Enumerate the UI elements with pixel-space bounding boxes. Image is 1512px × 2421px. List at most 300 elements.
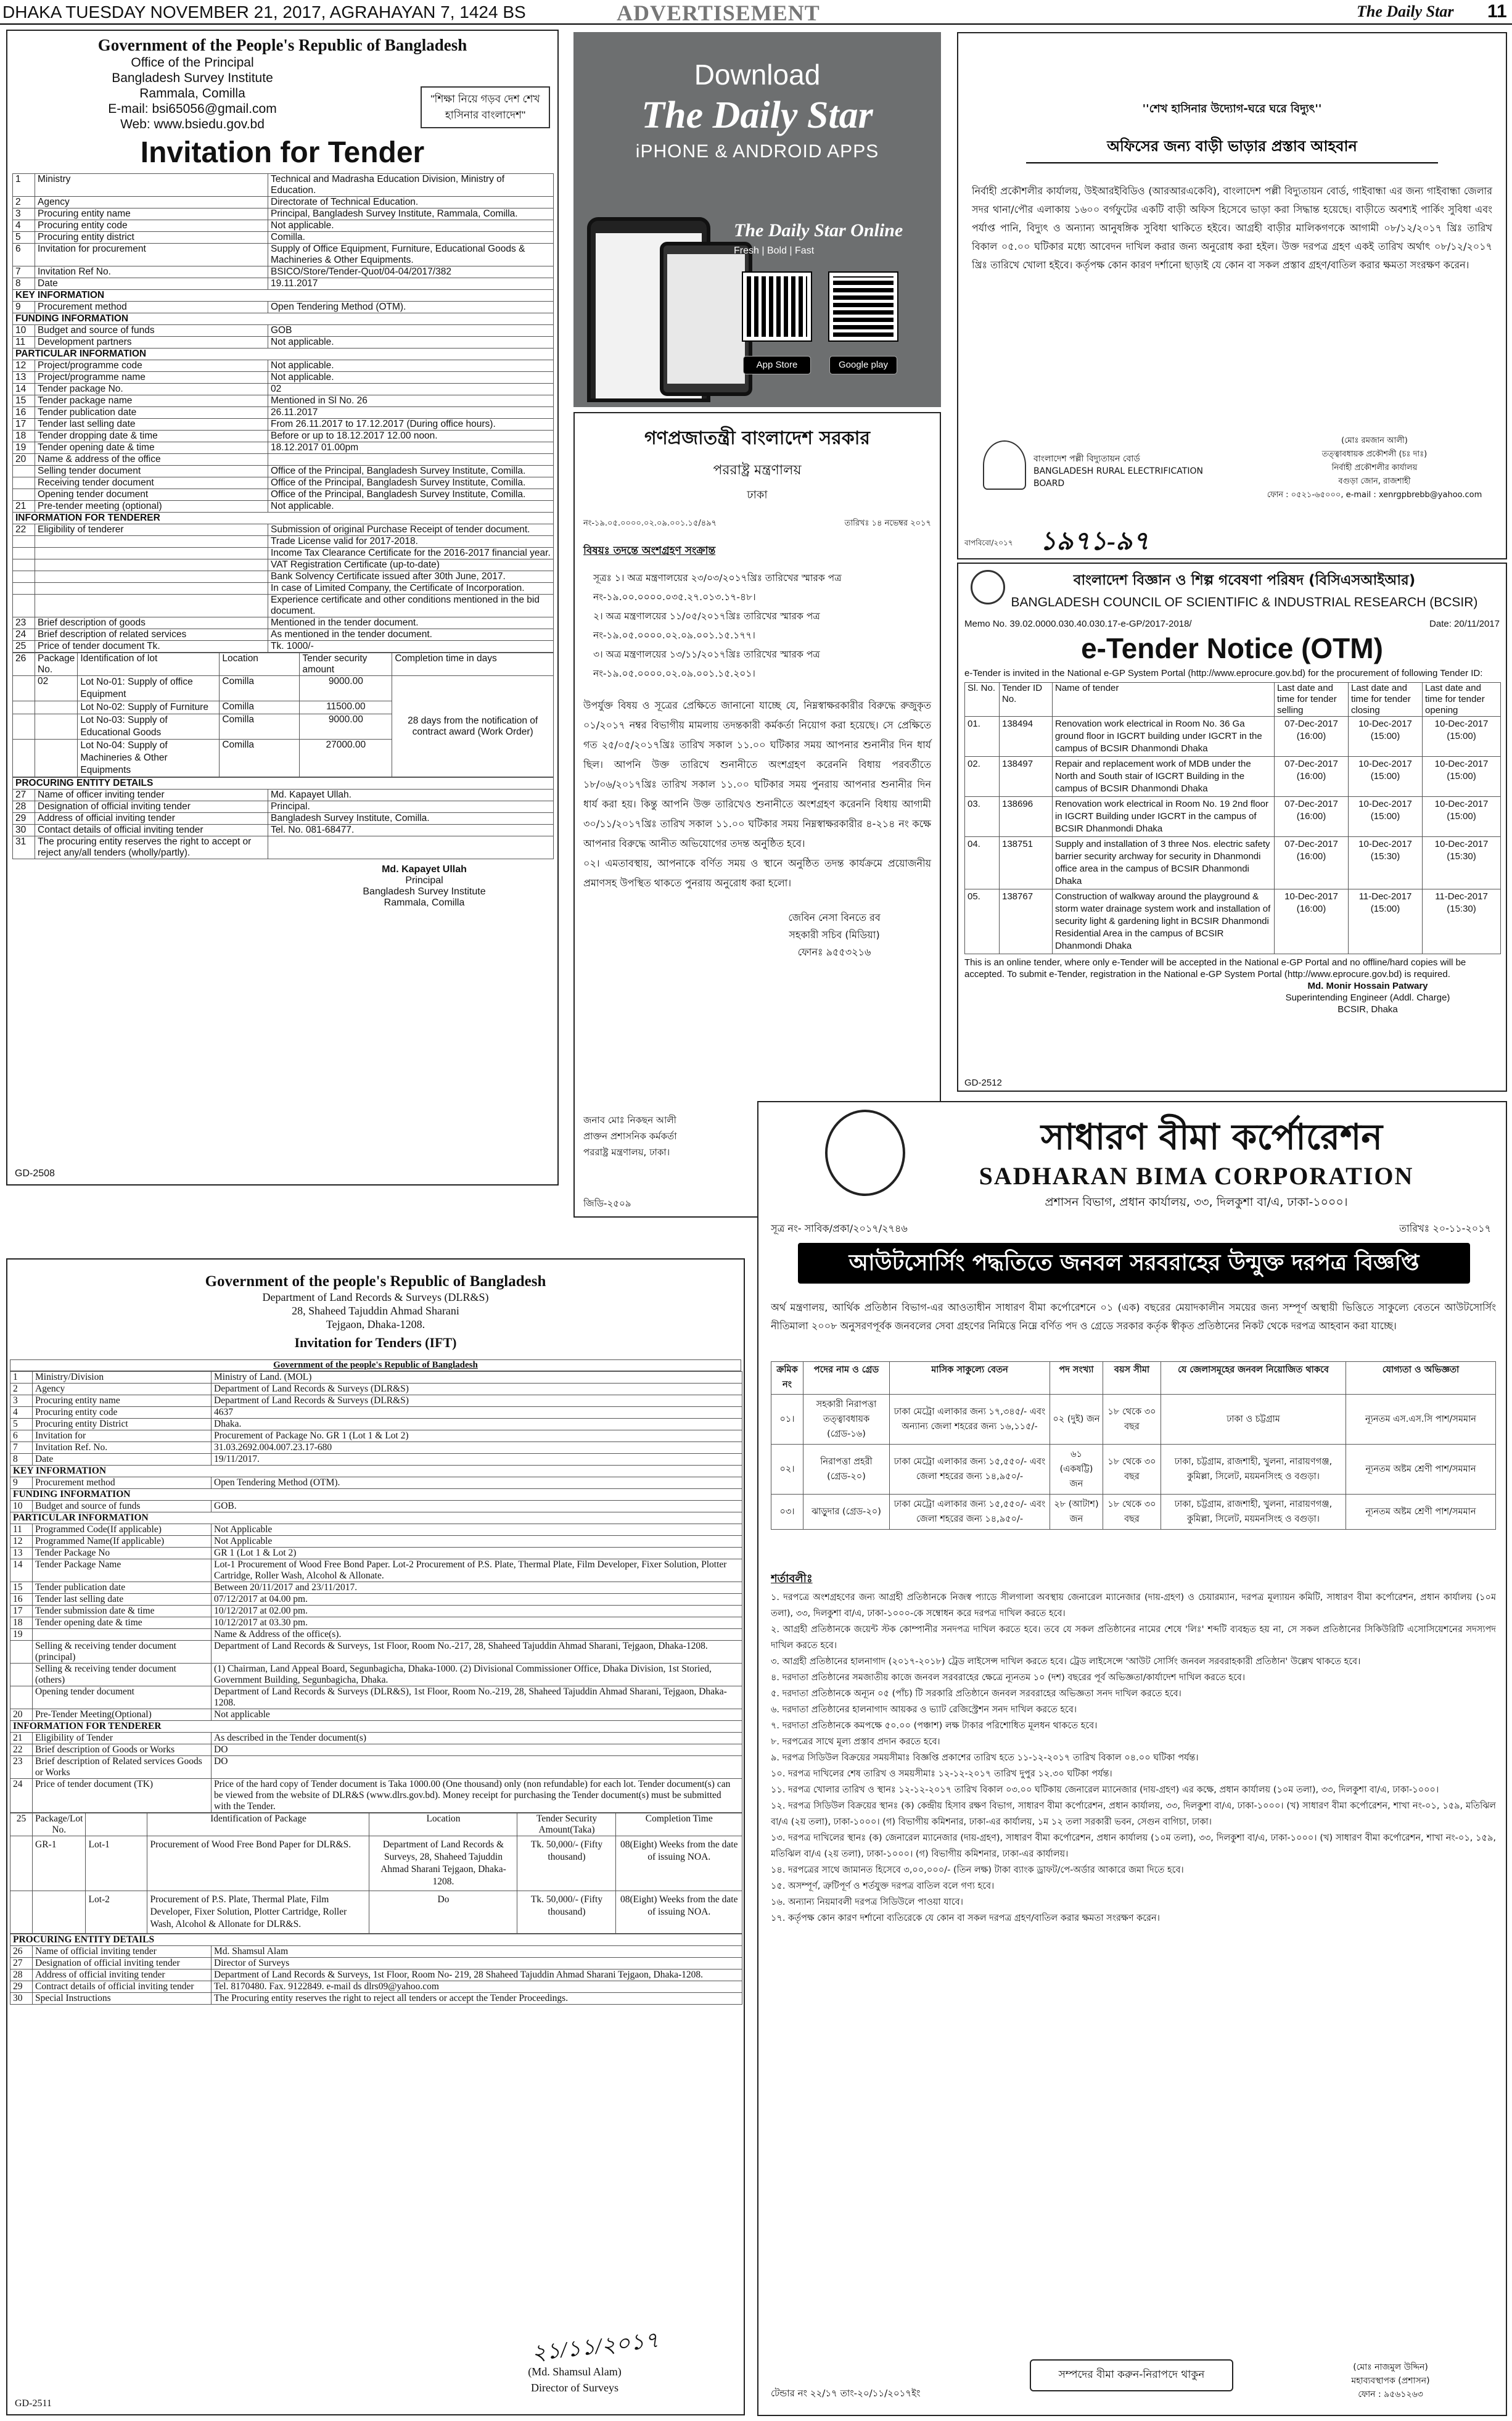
address-line: Tejgaon, Dhaka-1208. bbox=[326, 1318, 425, 1330]
term-item: ৬. দরদাতা প্রতিষ্ঠানের হালনাগাদ আয়কর ও ভ্যাট রেজিস্ট্রেশন সনদ দাখিল করতে হবে। bbox=[771, 1705, 1077, 1715]
row-number: 8 bbox=[13, 278, 35, 290]
row-number: 9 bbox=[10, 1477, 33, 1489]
table-row bbox=[13, 313, 554, 325]
ad1-slogan: "শিক্ষা নিয়ে গড়ব দেশ শেখ হাসিনার বাংলাদেশ" bbox=[421, 86, 550, 128]
row-number: 14 bbox=[13, 384, 35, 395]
ad7-ref: সূত্র নং- সাবিক/প্রকা/২০১৭/২৭৪৬ bbox=[771, 1223, 908, 1234]
table-row bbox=[10, 1891, 742, 1934]
column-header: যোগ্যতা ও অভিজ্ঞতা bbox=[1346, 1362, 1496, 1395]
ad5-intro: e-Tender is invited in the National e-GP System Portal (http://www.eprocure.gov.bd) for the procurement of following Tender ID: bbox=[964, 668, 1483, 678]
table-row bbox=[13, 384, 554, 395]
row-label: Tender publication date bbox=[35, 407, 268, 419]
office-line: Rammala, Comilla bbox=[139, 86, 245, 101]
ad7-signature bbox=[1289, 2361, 1492, 2401]
row-label: Tender opening date & time bbox=[33, 1617, 212, 1629]
ad6-heading: Government of the people's Republic of Bangladesh bbox=[205, 1273, 546, 1290]
column-header: বয়স সীমা bbox=[1103, 1362, 1161, 1395]
row-label: Name & address of the office bbox=[35, 454, 268, 466]
row-label: Eligibility of tenderer bbox=[35, 524, 268, 536]
column-header: Completion Time bbox=[616, 1813, 742, 1836]
ad-dlrs-ift bbox=[6, 1258, 745, 2415]
table-row bbox=[10, 1958, 742, 1969]
row-label: Date bbox=[35, 278, 268, 290]
ad4-city: ঢাকা bbox=[747, 489, 768, 501]
ad6-address bbox=[7, 1290, 744, 1331]
completion-time: 28 days from the notification of contract award (Work Order) bbox=[392, 676, 554, 777]
table-row bbox=[13, 372, 554, 384]
row-number bbox=[13, 548, 35, 559]
ad3-slogan: ''শেখ হাসিনার উদ্যোগ-ঘরে ঘরে বিদ্যুৎ'' bbox=[1142, 102, 1322, 115]
row-value: Not Applicable bbox=[212, 1536, 742, 1548]
row-label: Procuring entity code bbox=[33, 1407, 212, 1419]
row-label: Opening tender document bbox=[35, 489, 268, 501]
row-label: Designation of official inviting tender bbox=[35, 801, 268, 813]
row-value: Open Tendering Method (OTM). bbox=[212, 1477, 742, 1489]
row-number: 10 bbox=[10, 1501, 33, 1512]
row-value: Submission of original Purchase Receipt of tender document. bbox=[268, 524, 554, 536]
row-number: 8 bbox=[10, 1454, 33, 1466]
app-store-button[interactable]: App Store bbox=[743, 356, 811, 374]
term-item: ৩. আগ্রহী প্রতিষ্ঠানের হালনাগাদ (২০১৭-২০১৮) ট্রেড লাইসেন্স দাখিল করতে হবে। ট্রেড লাইসেন্সে 'আউট সোর্সিং জনবল সরবরাহকারী প্রতিষ্ঠান' উল্লেখ থাকতে হবে। bbox=[771, 1657, 1361, 1667]
section-header: PARTICULAR INFORMATION bbox=[13, 349, 554, 360]
download-label: Download bbox=[694, 59, 821, 91]
row-number bbox=[13, 701, 35, 714]
row-label: Brief description of Goods or Works bbox=[33, 1744, 212, 1756]
row-label: Brief description of Related services Goods or Works bbox=[33, 1756, 212, 1779]
table-row bbox=[13, 477, 554, 489]
row-value: Open Tendering Method (OTM). bbox=[268, 302, 554, 313]
table-row bbox=[13, 617, 554, 629]
ad4-ref: নং-১৯.০৫.০০০০.০২.০৯.০০১.১৫/৪৯৭ bbox=[583, 519, 717, 528]
masthead bbox=[0, 0, 1512, 25]
term-item: ২. আগ্রহী প্রতিষ্ঠানকে জয়েন্ট স্টক কোম্পানীর সনদপত্র দাখিল করতে হবে। তবে যে সকল প্রতিষ্ঠানের নামের শেষে 'লিঃ' শব্দটি ব্যবহৃত হয় না, সে সকল প্রতিষ্ঠানের সিকিউরিটি এসোসিয়েশনের সদস্যপদ দাখিল করতে হবে। bbox=[771, 1625, 1496, 1651]
section-header: INFORMATION FOR TENDERER bbox=[10, 1721, 742, 1733]
row-number: 28 bbox=[13, 801, 35, 813]
row-value: Income Tax Clearance Certificate for the 2016-2017 financial year. bbox=[268, 548, 554, 559]
table-row bbox=[10, 1477, 742, 1489]
row-value: (1) Chairman, Land Appeal Board, Segunbagicha, Dhaka-1000. (2) Divisional Commissioner Office, Dhaka Division, 1st Storied, Government Building, Segunbagicha, Dhaka. bbox=[212, 1664, 742, 1686]
table-row bbox=[10, 1395, 742, 1407]
signature-line: জেবিন নেসা বিনতে রব bbox=[788, 912, 881, 923]
row-number: 5 bbox=[13, 232, 35, 244]
table-row bbox=[13, 442, 554, 454]
package-no bbox=[35, 701, 78, 714]
row-value: 10/12/2017 at 03.30 pm. bbox=[212, 1617, 742, 1629]
table-row bbox=[13, 501, 554, 513]
table-cell: Renovation work electrical in Room No. 36 Ga ground floor in IGCRT building under IGCRT in the campus of BCSIR Dhanmondi Dhaka bbox=[1053, 717, 1275, 757]
row-value: BSICO/Store/Tender-Quot/04-04/2017/382 bbox=[268, 266, 554, 278]
row-value: Trade License valid for 2017-2018. bbox=[268, 536, 554, 548]
qr-code-ios-icon[interactable] bbox=[743, 273, 811, 340]
row-label: Pre-Tender Meeting(Optional) bbox=[33, 1709, 212, 1721]
table-cell: 05. bbox=[965, 889, 1000, 954]
table-row bbox=[10, 1536, 742, 1548]
ad-foreign-ministry bbox=[573, 412, 941, 1218]
table-row bbox=[10, 1430, 742, 1442]
table-row bbox=[771, 1395, 1496, 1445]
table-cell: 10-Dec-2017 (15:30) bbox=[1423, 837, 1501, 889]
row-label: Brief description of goods bbox=[35, 617, 268, 629]
column-header: Package No. bbox=[35, 653, 78, 676]
row-value: Tk. 1000/- bbox=[268, 641, 554, 653]
signature-line: মহাব্যবস্থাপক (প্রশাসন) bbox=[1351, 2376, 1430, 2386]
table-row bbox=[10, 1548, 742, 1559]
row-label: Name of officer inviting tender bbox=[35, 790, 268, 801]
row-number: 13 bbox=[10, 1548, 33, 1559]
row-number: 7 bbox=[13, 266, 35, 278]
table-row bbox=[13, 325, 554, 337]
row-value: Tel. No. 081-68477. bbox=[268, 825, 554, 836]
ad6-title: Invitation for Tenders (IFT) bbox=[294, 1335, 457, 1350]
table-row bbox=[10, 1454, 742, 1466]
row-number: 5 bbox=[10, 1419, 33, 1430]
signature-line: Bangladesh Survey Institute bbox=[363, 886, 486, 897]
table-cell: ন্যূনতম অষ্টম শ্রেণী পাশ/সমমান bbox=[1346, 1495, 1496, 1530]
ad1-table bbox=[12, 173, 554, 653]
table-row bbox=[13, 208, 554, 220]
row-number: 23 bbox=[13, 617, 35, 629]
qr-code-android-icon[interactable] bbox=[829, 273, 897, 340]
row-value: Not applicable. bbox=[268, 501, 554, 513]
row-number bbox=[10, 1836, 33, 1891]
row-label: Selling tender document bbox=[35, 466, 268, 477]
signature-line: Superintending Engineer (Addl. Charge) bbox=[1285, 992, 1450, 1003]
column-header: পদ সংখ্যা bbox=[1050, 1362, 1103, 1395]
row-label: Project/programme name bbox=[35, 372, 268, 384]
row-value: As described in the Tender document(s) bbox=[212, 1733, 742, 1744]
table-row bbox=[10, 1813, 742, 1836]
table-cell: ০১। bbox=[771, 1395, 803, 1445]
row-label: Address of official inviting tender bbox=[33, 1969, 212, 1981]
row-value: Department of Land Records & Surveys, 1st Floor, Room No.-217, 28, Shaheed Tajuddin Ahmad Sharani, Tejgaon, Dhaka-1208. bbox=[212, 1641, 742, 1664]
table-row bbox=[10, 1384, 742, 1395]
reb-logo-icon bbox=[983, 440, 1026, 490]
term-item: ১২. দরপত্র সিডিউল বিক্রয়ের স্থানঃ (ক) কেন্দ্রীয় হিসাব রক্ষণ বিভাগ, সাধারণ বীমা কর্পোরেশন, প্রধান কার্যালয়, ৩৩, দিলকুশা বা/এ, ঢাকা-১০০০। (খ) সাধারণ বীমা কর্পোরেশন, শাখা নং-০১, ১৫৯, মতিঝিল বা/এ (২য় তলা), ঢাকা-১০০০। (গ) বিভাগীয় কমিশনার, ঢাকা-এর কার্যালয়, ১ম ১২ তলা সরকারী ভবন, সেগুন বাগিচা, ঢাকা। bbox=[771, 1801, 1496, 1827]
column-header: Tender security amount bbox=[300, 653, 392, 676]
table-row bbox=[10, 1934, 742, 1946]
row-number: 10 bbox=[13, 325, 35, 337]
table-row bbox=[13, 266, 554, 278]
lot-security: 11500.00 bbox=[300, 701, 392, 714]
table-row bbox=[10, 1524, 742, 1536]
table-row bbox=[13, 232, 554, 244]
section-header: PROCURING ENTITY DETAILS bbox=[13, 778, 554, 790]
lot-location: Comilla bbox=[220, 676, 300, 701]
row-number: 29 bbox=[10, 1981, 33, 1993]
ad5-signature bbox=[1230, 980, 1506, 1015]
row-label: Tender Package No bbox=[33, 1548, 212, 1559]
table-row bbox=[13, 278, 554, 290]
ad5-note: This is an online tender, where only e-Tender will be accepted in the National e-GP Portal and no offline/hard copies will be accepted. To submit e-Tender, registration in the National e-GP System Portal (http://www.eprocure.gov.bd) is required. bbox=[964, 957, 1466, 980]
table-row bbox=[13, 548, 554, 559]
table-row bbox=[13, 778, 554, 790]
bcsir-logo-icon bbox=[971, 570, 1005, 604]
row-number: 6 bbox=[10, 1430, 33, 1442]
signature-line: (Md. Shamsul Alam) bbox=[528, 2365, 622, 2378]
term-item: ১৬. অন্যান্য নিয়মাবলী দরপত্র সিডিউলে পাওয়া যাবে। bbox=[771, 1897, 963, 1907]
row-value: Experience certificate and other conditions mentioned in the bid document. bbox=[268, 595, 554, 617]
row-label: Pre-tender meeting (optional) bbox=[35, 501, 268, 513]
table-cell: ঢাকা মেট্রো এলাকার জন্য ১৭,৩৪৫/- এবং অন্যান্য জেলা শহরের জন্য ১৬,১১৫/- bbox=[890, 1395, 1050, 1445]
row-value bbox=[268, 836, 554, 859]
table-cell: 10-Dec-2017 (15:30) bbox=[1349, 837, 1423, 889]
row-label: Agency bbox=[33, 1384, 212, 1395]
ad7-tender-no: টেন্ডার নং ২২/১৭ তাং-২০/১১/২০১৭ইং bbox=[771, 2388, 921, 2399]
term-item: ১৩. দরপত্র দাখিলের স্থানঃ (ক) জেনারেল ম্যানেজার (দায়-গ্রহণ), সাধারণ বীমা কর্পোরেশন, প্রধান কার্যালয় (১০ম তলা), ৩৩, দিলকুশা বা/এ, ঢাকা-১০০০। (খ) সাধারণ বীমা কর্পোরেশন, শাখা নং-০১, ১৫৯, মতিঝিল বা/এ (২য় তলা), ঢাকা-১০০০। (গ) বিভাগীয় কমিশনার, ঢাকা-এর কার্যালয়। bbox=[771, 1833, 1496, 1859]
row-value: Not applicable. bbox=[268, 337, 554, 349]
row-value: Tel. 8170480. Fax. 9122849. e-mail ds dlrs09@yahoo.com bbox=[212, 1981, 742, 1993]
signature-line: তত্ত্বাবধায়ক প্রকৌশলী (চঃ দাঃ) bbox=[1321, 450, 1428, 459]
lot-location: Comilla bbox=[220, 714, 300, 740]
row-label: The procuring entity reserves the right to accept or reject any/all tenders (wholly/partly). bbox=[35, 836, 268, 859]
table-cell: ঢাকা ও চট্টগ্রাম bbox=[1161, 1395, 1346, 1445]
row-label: Agency bbox=[35, 197, 268, 208]
apps-label: iPHONE & ANDROID APPS bbox=[635, 141, 879, 162]
table-row bbox=[13, 349, 554, 360]
row-value: Supply of Office Equipment, Furniture, Educational Goods & Machineries & Other Equipments. bbox=[268, 244, 554, 266]
sbc-logo-icon bbox=[825, 1110, 905, 1196]
office-line: Bangladesh Survey Institute bbox=[112, 71, 273, 85]
column-header: Tender ID No. bbox=[1000, 683, 1053, 717]
ad5-memo-line bbox=[964, 619, 1500, 629]
ad5-title: e-Tender Notice (OTM) bbox=[1081, 632, 1383, 664]
ad5-heading-bn: বাংলাদেশ বিজ্ঞান ও শিল্প গবেষণা পরিষদ (বিসিএসআইআর) bbox=[1073, 572, 1416, 588]
row-value: Md. Shamsul Alam bbox=[212, 1946, 742, 1958]
table-cell: Do bbox=[369, 1891, 517, 1934]
row-label bbox=[33, 1629, 212, 1641]
table-row bbox=[10, 1606, 742, 1617]
row-label: Programmed Code(If applicable) bbox=[33, 1524, 212, 1536]
table-cell: 138696 bbox=[1000, 797, 1053, 837]
page-number: 11 bbox=[1487, 1, 1507, 22]
tagline: Fresh | Bold | Fast bbox=[734, 245, 815, 256]
table-row bbox=[13, 813, 554, 825]
row-value: The Procuring entity reserves the right to reject all tenders or accept the Tender Proceedings. bbox=[212, 1993, 742, 2005]
ad7-title-bn: সাধারণ বীমা কর্পোরেশন bbox=[1041, 1116, 1383, 1158]
row-label: Price of tender document Tk. bbox=[35, 641, 268, 653]
row-value: Lot-1 Procurement of Wood Free Bond Paper. Lot-2 Procurement of P.S. Plate, Thermal Plate, Film Developer, Fixer Solution, Plotter Cartridge, Roller Wash, Alcohol & Allonate. bbox=[212, 1559, 742, 1582]
table-row bbox=[965, 717, 1501, 757]
column-header: Last date and time for tender opening bbox=[1423, 683, 1501, 717]
table-cell: ১৮ থেকে ৩০ বছর bbox=[1103, 1445, 1161, 1495]
row-value: DO bbox=[212, 1756, 742, 1779]
ad6-package-table bbox=[10, 1813, 742, 1934]
table-cell: GR-1 bbox=[33, 1836, 86, 1891]
row-value: Principal, Bangladesh Survey Institute, Rammala, Comilla. bbox=[268, 208, 554, 220]
row-number: 6 bbox=[13, 244, 35, 266]
lot-name: Lot No-04: Supply of Machineries & Other Equipments bbox=[78, 740, 220, 777]
signature-line: (মোঃ রমজান আলী) bbox=[1341, 436, 1408, 445]
ad4-references bbox=[593, 569, 931, 683]
table-row bbox=[771, 1445, 1496, 1495]
table-row bbox=[10, 1466, 742, 1477]
row-label: Contact details of official inviting tender bbox=[35, 825, 268, 836]
row-number: 27 bbox=[13, 790, 35, 801]
table-row bbox=[13, 536, 554, 548]
term-item: ১১. দরপত্র খোলার তারিখ ও স্থানঃ ১২-১২-২০১৭ তারিখ বিকাল ০৩.০০ ঘটিকায় জেনারেল ম্যানেজার (দায়-গ্রহণ) এর কক্ষে, প্রধান কার্যালয় (১০ম তলা), ৩৩, দিলকুশা বা/এ, ঢাকা-১০০০। bbox=[771, 1785, 1439, 1795]
table-row bbox=[10, 1836, 742, 1891]
row-number bbox=[13, 489, 35, 501]
column-header: যে জেলাসমূহের জনবল নিয়োজিত থাকবে bbox=[1161, 1362, 1346, 1395]
table-cell: 10-Dec-2017 (15:00) bbox=[1423, 797, 1501, 837]
signature-line: ফোন : ৯৫৬১২৬৩ bbox=[1358, 2390, 1423, 2399]
table-row bbox=[10, 1419, 742, 1430]
table-row bbox=[10, 1594, 742, 1606]
row-label: Development partners bbox=[35, 337, 268, 349]
org-line: BANGLADESH RURAL ELECTRIFICATION BOARD bbox=[1033, 466, 1203, 489]
table-row bbox=[13, 790, 554, 801]
row-value: VAT Registration Certificate (up-to-date) bbox=[268, 559, 554, 571]
ad4-signature bbox=[729, 909, 940, 961]
package-no bbox=[35, 740, 78, 777]
row-number bbox=[13, 676, 35, 701]
lot-location: Comilla bbox=[220, 740, 300, 777]
row-value: 02 bbox=[268, 384, 554, 395]
row-number: 31 bbox=[13, 836, 35, 859]
ad1-office-lines bbox=[7, 55, 377, 132]
row-number: 12 bbox=[13, 360, 35, 372]
signature-line: Director of Surveys bbox=[531, 2382, 618, 2394]
table-cell: 10-Dec-2017 (15:00) bbox=[1349, 757, 1423, 797]
row-number bbox=[13, 536, 35, 548]
table-cell: Tk. 50,000/- (Fifty thousand) bbox=[517, 1891, 616, 1934]
ad5-code: GD-2512 bbox=[964, 1078, 1002, 1088]
row-value: Mentioned in Sl No. 26 bbox=[268, 395, 554, 407]
row-number bbox=[13, 466, 35, 477]
row-value: DO bbox=[212, 1744, 742, 1756]
row-number: 18 bbox=[10, 1617, 33, 1629]
column-header: পদের নাম ও গ্রেড bbox=[803, 1362, 890, 1395]
table-row bbox=[13, 559, 554, 571]
table-cell: 138497 bbox=[1000, 757, 1053, 797]
table-cell: ঝাড়ুদার (গ্রেড-২০) bbox=[803, 1495, 890, 1530]
ad6-signature bbox=[464, 2364, 686, 2396]
row-label: Procurement method bbox=[33, 1477, 212, 1489]
table-row bbox=[13, 407, 554, 419]
row-value: Bank Solvency Certificate issued after 30th June, 2017. bbox=[268, 571, 554, 583]
table-cell: 07-Dec-2017 (16:00) bbox=[1275, 837, 1349, 889]
table-cell: 10-Dec-2017 (15:00) bbox=[1423, 757, 1501, 797]
address-line: পররাষ্ট্র মন্ত্রণালয়, ঢাকা। bbox=[583, 1147, 670, 1158]
term-item: ৮. দরপত্রের সাথে মূল্য প্রস্তাব প্রদান করতে হবে। bbox=[771, 1737, 940, 1747]
row-number bbox=[13, 571, 35, 583]
ad-survey-institute bbox=[6, 30, 559, 1186]
brand-logo: The Daily Star bbox=[641, 94, 873, 136]
row-label bbox=[35, 548, 268, 559]
table-cell: Repair and replacement work of MDB under the North and South stair of IGCRT Building in the campus of BCSIR Dhanmondi Dhaka bbox=[1053, 757, 1275, 797]
lot-location: Comilla bbox=[220, 701, 300, 714]
table-cell: 02. bbox=[965, 757, 1000, 797]
lot-name: Lot No-02: Supply of Furniture bbox=[78, 701, 220, 714]
table-cell: Supply and installation of 3 three Nos. electric safety barrier security archway for security in Dhanmondi office area in the campus of BCSIR Dhanmondi Dhaka bbox=[1053, 837, 1275, 889]
signature-line: Md. Monir Hossain Patwary bbox=[1307, 981, 1428, 991]
table-cell: Renovation work electrical in Room No. 19 2nd floor in IGCRT Building under IGCRT in the campus of BCSIR Dhanmondi Dhaka bbox=[1053, 797, 1275, 837]
row-number: 19 bbox=[10, 1629, 33, 1641]
row-label: Invitation Ref. No. bbox=[33, 1442, 212, 1454]
row-number bbox=[10, 1664, 33, 1686]
table-cell: ৬১ (একষট্টি) জন bbox=[1050, 1445, 1103, 1495]
row-label: Eligibility of Tender bbox=[33, 1733, 212, 1744]
table-cell: ২৮ (আটাশ) জন bbox=[1050, 1495, 1103, 1530]
row-label bbox=[35, 571, 268, 583]
row-number: 2 bbox=[13, 197, 35, 208]
table-row bbox=[13, 290, 554, 302]
ad3-signature bbox=[1248, 434, 1501, 502]
ad6-subtitle: Government of the people's Republic of Bangladesh bbox=[10, 1359, 741, 1371]
column-header: Last date and time for tender selling bbox=[1275, 683, 1349, 717]
row-label: Brief description of related services bbox=[35, 629, 268, 641]
row-label: Tender package name bbox=[35, 395, 268, 407]
row-number: 25 bbox=[13, 641, 35, 653]
column-header: Sl. No. bbox=[965, 683, 1000, 717]
column-header: মাসিক সাকুল্যে বেতন bbox=[890, 1362, 1050, 1395]
ad7-intro: অর্থ মন্ত্রণালয়, আর্থিক প্রতিষ্ঠান বিভাগ-এর আওতাধীন সাধারণ বীমা কর্পোরেশনে ০১ (এক) বছরের মেয়াদকালীন সময়ের জন্য সম্পূর্ণ অস্থায়ী ভিত্তিতে সাকুল্যে বেতনে আউটসোর্সিং নীতিমালা ২০০৮ অনুসরণপূর্বক জনবলের সেবা গ্রহণের নিমিত্তে নিম্নে বর্ণিত পদ ও গ্রেডে সরকার কর্তৃক স্বীকৃত প্রতিষ্ঠানের নিকট থেকে দরপত্র আহবান করা যাচ্ছে। bbox=[771, 1301, 1496, 1332]
table-row bbox=[13, 431, 554, 442]
ad7-date: তারিখঃ ২০-১১-২০১৭ bbox=[1399, 1223, 1491, 1234]
masthead-logo: The Daily Star bbox=[1357, 2, 1454, 20]
column-header: Location bbox=[220, 653, 300, 676]
table-row bbox=[965, 683, 1501, 717]
signature-line: সহকারী সচিব (মিডিয়া) bbox=[789, 929, 880, 941]
signature-line: BCSIR, Dhaka bbox=[1337, 1004, 1398, 1015]
section-header: FUNDING INFORMATION bbox=[10, 1489, 742, 1501]
row-label: Procuring entity district bbox=[35, 232, 268, 244]
row-number: 27 bbox=[10, 1958, 33, 1969]
ad7-terms bbox=[771, 1590, 1496, 1926]
table-row bbox=[10, 1779, 742, 1813]
table-row bbox=[10, 1981, 742, 1993]
table-cell: 11-Dec-2017 (15:00) bbox=[1349, 889, 1423, 954]
table-row bbox=[10, 1442, 742, 1454]
row-number: 1 bbox=[13, 174, 35, 197]
table-row bbox=[13, 174, 554, 197]
column-header: Tender Security Amount(Taka) bbox=[517, 1813, 616, 1836]
column-header: Package/Lot No. bbox=[33, 1813, 86, 1836]
row-value: As mentioned in the tender document. bbox=[268, 629, 554, 641]
signature-line: Md. Kapayet Ullah bbox=[382, 864, 467, 875]
google-play-button[interactable]: Google play bbox=[829, 356, 897, 374]
ad7-address: প্রশাসন বিভাগ, প্রধান কার্যালয়, ৩৩, দিলকুশা বা/এ, ঢাকা-১০০০। bbox=[1045, 1195, 1348, 1209]
signature-line: বগুড়া জোন, রাজশাহী bbox=[1338, 477, 1411, 486]
table-row bbox=[10, 1407, 742, 1419]
row-label: Procuring entity name bbox=[35, 208, 268, 220]
table-cell: 138494 bbox=[1000, 717, 1053, 757]
table-cell: Tk. 50,000/- (Fifty thousand) bbox=[517, 1836, 616, 1891]
row-number: 4 bbox=[10, 1407, 33, 1419]
row-label: Receiving tender document bbox=[35, 477, 268, 489]
reference-item: ২। অত্র মন্ত্রণালয়ের ১১/০৫/২০১৭খ্রিঃ তারিখের স্মারক পত্র নং-১৯.০৫.০০০০.০২.০৯.০০১.১৫.১৭৭। bbox=[593, 611, 820, 641]
package-no: 02 bbox=[35, 676, 78, 701]
row-value: Not applicable bbox=[212, 1709, 742, 1721]
table-row bbox=[10, 1559, 742, 1582]
table-cell: 08(Eight) Weeks from the date of issuing NOA. bbox=[616, 1836, 742, 1891]
row-value: Ministry of Land. (MOL) bbox=[212, 1372, 742, 1384]
table-cell: Construction of walkway around the playground & storm water drainage system work and installation of security light & gardening light in BCSIR Dhanmondi Residential Area in the campus of BCSIR Dhanmondi Dhaka bbox=[1053, 889, 1275, 954]
row-value: Between 20/11/2017 and 23/11/2017. bbox=[212, 1582, 742, 1594]
column-header: Location bbox=[369, 1813, 517, 1836]
term-item: ৭. দরদাতা প্রতিষ্ঠানকে কমপক্ষে ৫০.০০ (পঞ্চাশ) লক্ষ টাকার পরিশোধিত মূলধন থাকতে হবে। bbox=[771, 1721, 1098, 1731]
row-value: Department of Land Records & Surveys, 1st Floor, Room No- 219, 28 Shaheed Tajuddin Ahmad Sharani Tejgaon, Dhaka-1208. bbox=[212, 1969, 742, 1981]
row-number: 4 bbox=[13, 220, 35, 232]
row-value: Department of Land Records & Surveys (DLR&S) bbox=[212, 1384, 742, 1395]
row-number: 20 bbox=[10, 1709, 33, 1721]
row-label: Tender submission date & time bbox=[33, 1606, 212, 1617]
lot-name: Lot No-01: Supply of office Equipment bbox=[78, 676, 220, 701]
table-row bbox=[965, 757, 1501, 797]
address-line: Department of Land Records & Surveys (DLR&S) bbox=[262, 1291, 489, 1303]
row-label: Budget and source of funds bbox=[33, 1501, 212, 1512]
row-number: 11 bbox=[13, 337, 35, 349]
